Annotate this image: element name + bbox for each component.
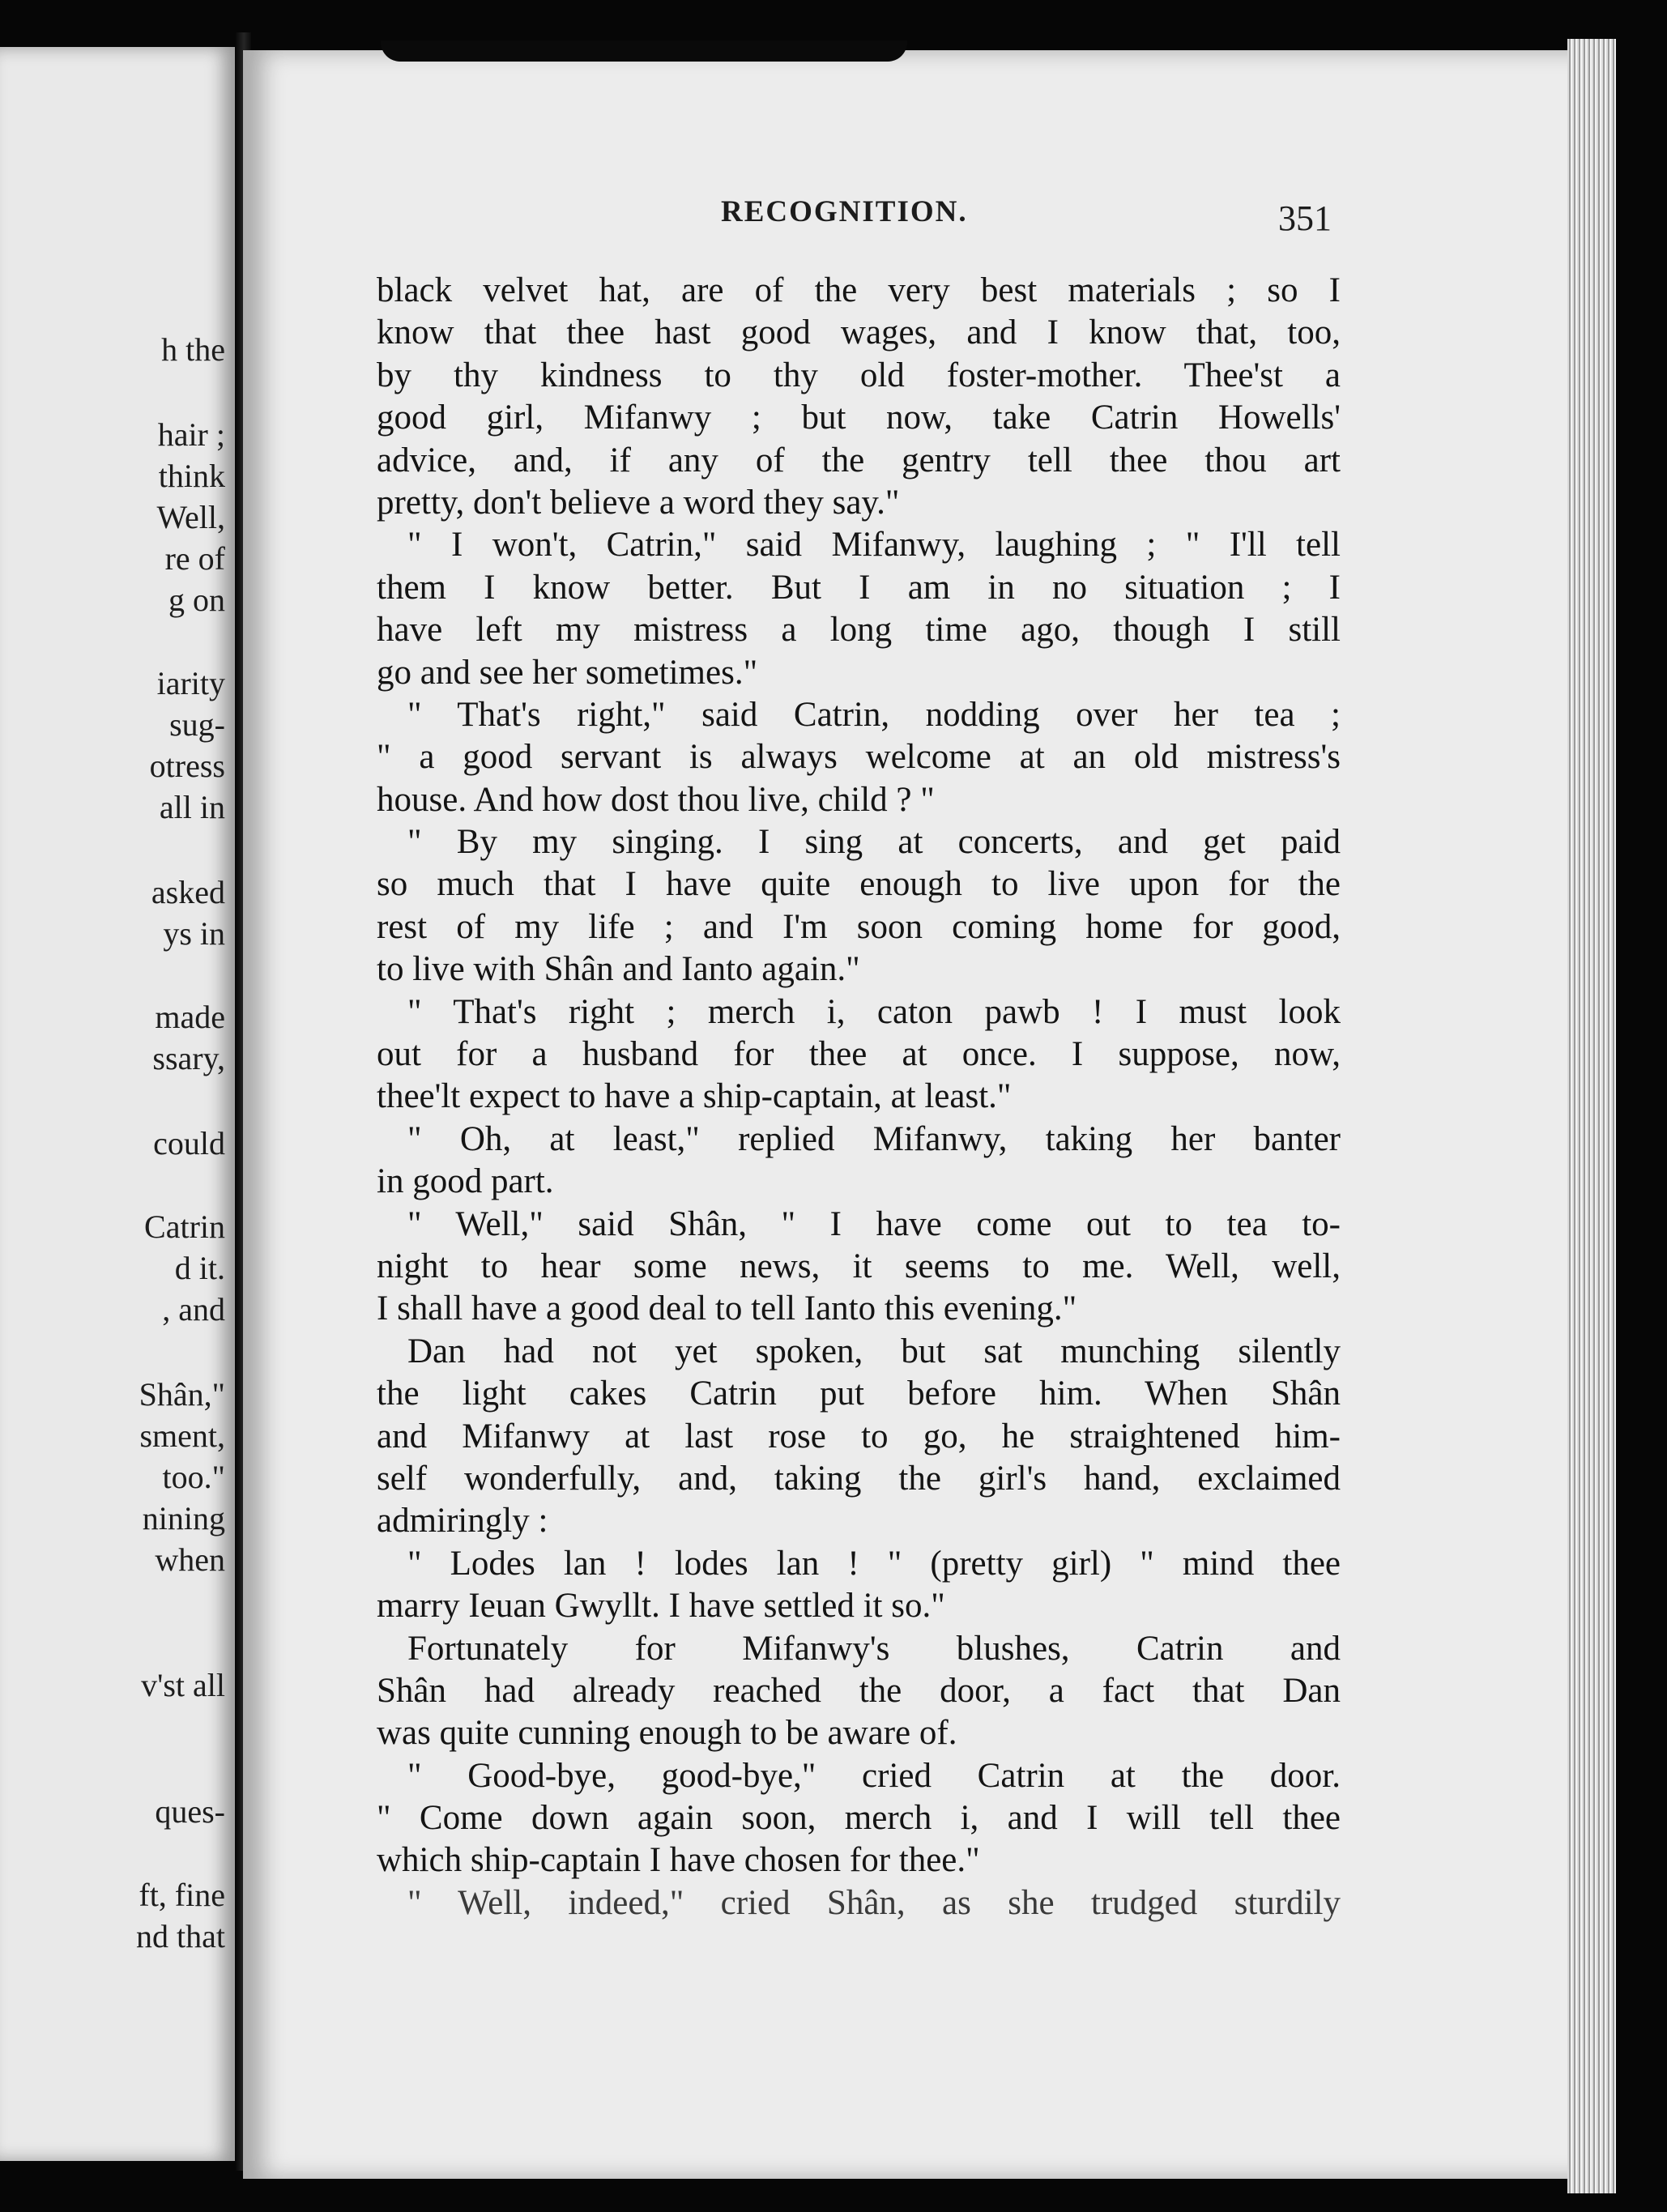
left-text-fragment: too.": [162, 1459, 225, 1495]
text-line: marry Ieuan Gwyllt. I have settled it so.": [377, 1587, 945, 1626]
left-text-fragment: ys in: [163, 915, 225, 952]
text-line: admiringly :: [377, 1502, 548, 1541]
text-line: to live with Shân and Ianto again.": [377, 950, 860, 989]
left-text-fragment: h the: [161, 331, 225, 368]
text-line: " Well, indeed," cried Shân, as she trudged sturdily: [407, 1883, 1341, 1922]
left-text-fragment: otress: [149, 748, 225, 784]
text-line: pretty, don't believe a word they say.": [377, 483, 900, 522]
left-text-fragment: Well,: [156, 499, 225, 535]
left-text-fragment: ssary,: [152, 1040, 225, 1076]
left-text-fragment: g on: [168, 582, 225, 618]
facing-page-left: [0, 47, 235, 2161]
text-line: " Well," said Shân, " I have come out to tea to-: [407, 1204, 1341, 1243]
left-text-fragment: v'st all: [141, 1667, 225, 1703]
text-line: " Oh, at least," replied Mifanwy, taking her banter: [407, 1119, 1341, 1158]
text-line: black velvet hat, are of the very best materials ; so I: [377, 271, 1341, 309]
binding-shadow: [381, 40, 907, 62]
left-text-fragment: could: [153, 1125, 225, 1161]
left-text-fragment: re of: [164, 540, 225, 577]
text-line: " I won't, Catrin," said Mifanwy, laughing ; " I'll tell: [407, 526, 1341, 565]
text-line: rest of my life ; and I'm soon coming home for good,: [377, 907, 1341, 946]
text-line: advice, and, if any of the gentry tell thee thou art: [377, 441, 1341, 479]
text-line: " By my singing. I sing at concerts, and get paid: [407, 823, 1341, 862]
text-line: have left my mistress a long time ago, though I still: [377, 611, 1341, 650]
running-head: RECOGNITION.: [721, 195, 968, 228]
page-edges: [1567, 39, 1616, 2193]
body-text: [377, 270, 1341, 1924]
left-text-fragment: Shân,": [139, 1376, 225, 1413]
text-line: which ship-captain I have chosen for thee.": [377, 1841, 980, 1880]
text-line: was quite cunning enough to be aware of.: [377, 1714, 957, 1753]
text-line: thee'lt expect to have a ship-captain, at least.": [377, 1077, 1012, 1116]
text-line: out for a husband for thee at once. I suppose, now,: [377, 1035, 1341, 1074]
text-line: them I know better. But I am in no situation ; I: [377, 568, 1341, 607]
left-text-fragment: when: [155, 1541, 225, 1578]
text-line: Fortunately for Mifanwy's blushes, Catrin and: [407, 1629, 1341, 1668]
text-line: go and see her sometimes.": [377, 653, 758, 692]
text-line: " Lodes lan ! lodes lan ! " (pretty girl) " mind thee: [407, 1544, 1341, 1583]
text-line: " Come down again soon, merch i, and I will tell thee: [377, 1799, 1341, 1838]
left-text-fragment: hair ;: [157, 416, 225, 453]
left-text-fragment: think: [158, 458, 225, 494]
text-line: house. And how dost thou live, child ? ": [377, 780, 935, 819]
text-line: self wonderfully, and, taking the girl's hand, exclaimed: [377, 1459, 1341, 1498]
text-line: night to hear some news, it seems to me. Well, well,: [377, 1247, 1341, 1285]
left-text-fragment: asked: [151, 874, 225, 910]
text-line: Shân had already reached the door, a fact that Dan: [377, 1671, 1341, 1710]
left-text-fragment: sug-: [169, 706, 225, 743]
text-line: " a good servant is always welcome at an old mistress's: [377, 738, 1341, 777]
text-line: and Mifanwy at last rose to go, he straightened him-: [377, 1417, 1341, 1455]
text-line: good girl, Mifanwy ; but now, take Catrin Howells': [377, 399, 1341, 437]
text-line: " That's right ; merch i, caton pawb ! I must look: [407, 992, 1341, 1031]
text-line: so much that I have quite enough to live upon for the: [377, 865, 1341, 904]
text-line: " That's right," said Catrin, nodding over her tea ;: [407, 695, 1341, 734]
left-text-fragment: d it.: [174, 1250, 225, 1286]
left-text-fragment: ft, fine: [139, 1877, 225, 1913]
left-text-fragment: iarity: [156, 665, 225, 701]
left-text-fragment: nd that: [136, 1918, 225, 1954]
left-text-fragment: ques-: [155, 1793, 225, 1830]
text-line: know that thee hast good wages, and I know that, too,: [377, 313, 1341, 352]
left-text-fragment: Catrin: [144, 1208, 225, 1245]
left-text-fragment: , and: [162, 1291, 225, 1328]
text-line: in good part.: [377, 1162, 554, 1201]
text-line: Dan had not yet spoken, but sat munching silently: [407, 1332, 1341, 1370]
left-text-fragment: all in: [159, 789, 225, 825]
left-text-fragment: nining: [142, 1500, 225, 1536]
text-line: " Good-bye, good-bye," cried Catrin at the door.: [407, 1756, 1341, 1795]
left-text-fragment: made: [155, 999, 225, 1035]
left-text-fragment: sment,: [139, 1417, 225, 1454]
text-line: by thy kindness to thy old foster-mother. Thee'st a: [377, 356, 1341, 394]
text-line: I shall have a good deal to tell Ianto this evening.": [377, 1289, 1077, 1328]
page-number: 351: [1278, 198, 1332, 238]
text-line: the light cakes Catrin put before him. When Shân: [377, 1375, 1341, 1413]
